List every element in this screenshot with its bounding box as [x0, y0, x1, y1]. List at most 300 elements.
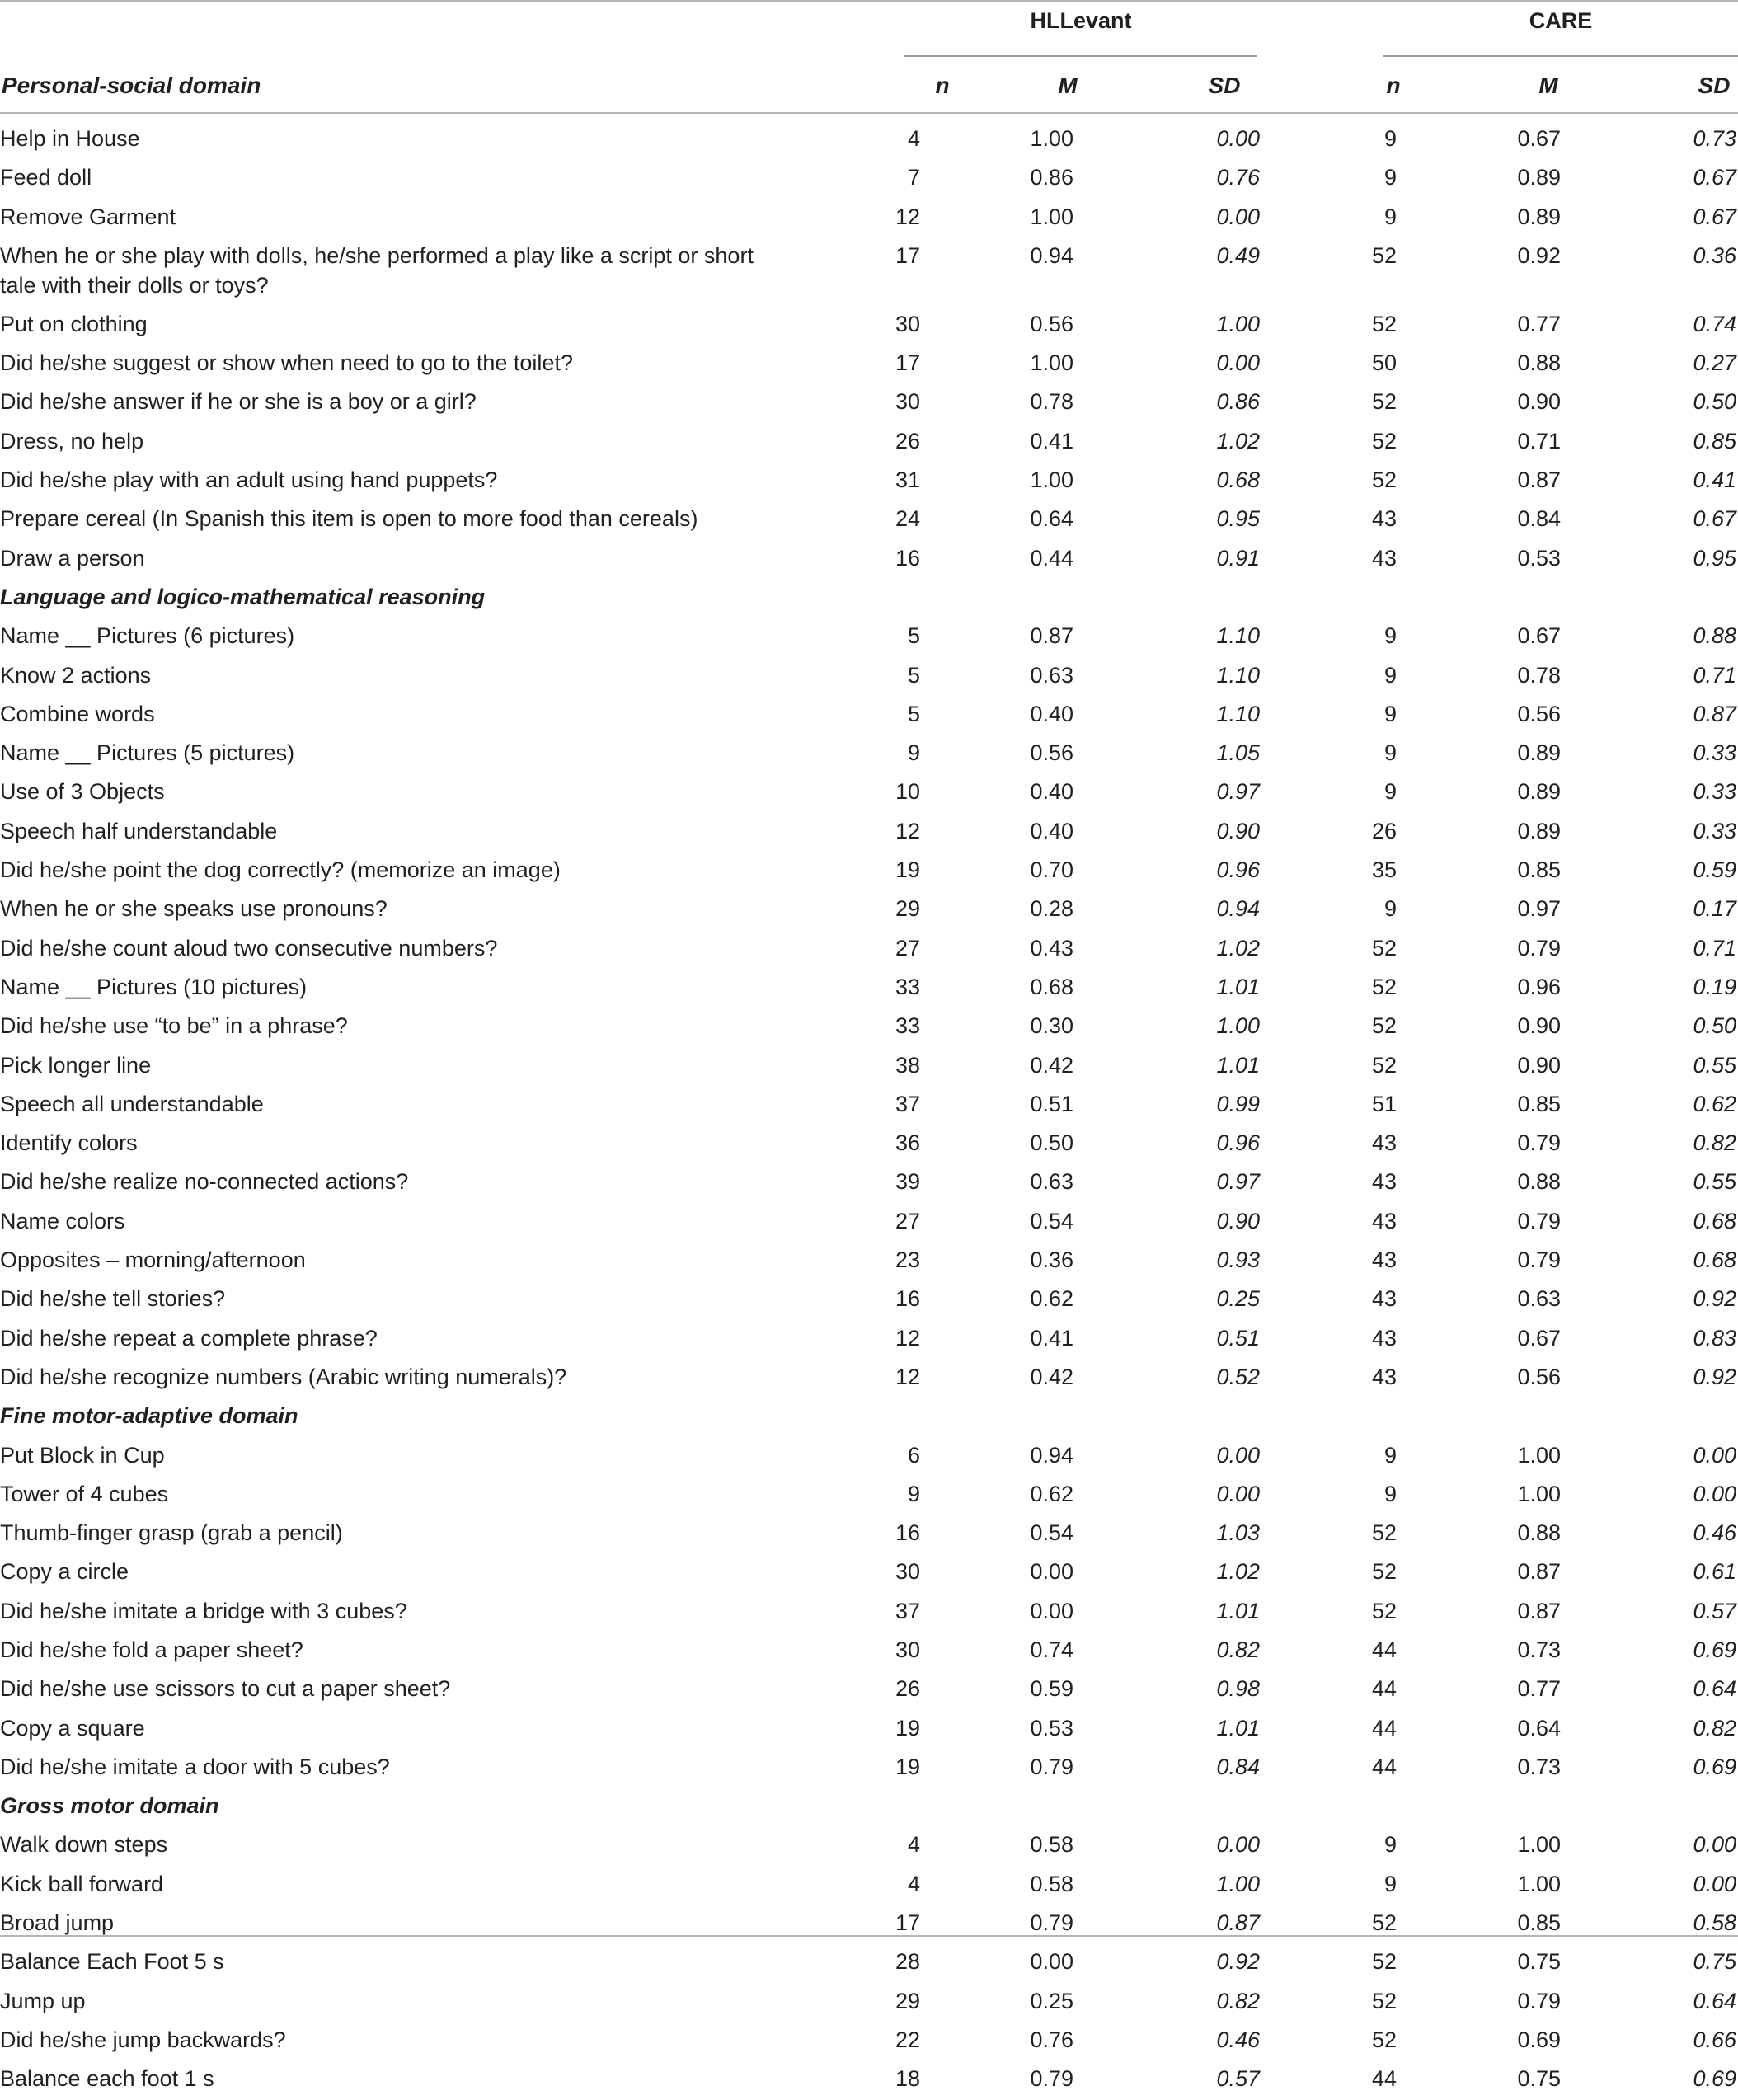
- cell-mean-care: 0.90: [1517, 389, 1561, 415]
- item-label: Balance Each Foot 5 s: [0, 1949, 224, 1975]
- cell-sd-care: 0.87: [1693, 701, 1736, 726]
- cell-sd-hllevant: 0.00: [1216, 1481, 1260, 1506]
- cell-sd-hllevant: 0.46: [1216, 2027, 1260, 2052]
- group-title-care: CARE: [1529, 8, 1593, 33]
- cell-mean-hllevant: 0.79: [1030, 1910, 1073, 1936]
- cell-mean-hllevant: 0.42: [1030, 1364, 1073, 1389]
- cell-sd-hllevant: 1.00: [1216, 1013, 1260, 1039]
- cell-mean-hllevant: 0.41: [1030, 1325, 1073, 1351]
- cell-mean-care: 0.67: [1517, 623, 1561, 649]
- cell-sd-hllevant: 0.49: [1216, 242, 1260, 268]
- cell-n-care: 9: [1383, 623, 1397, 649]
- cell-n-care: 43: [1371, 1130, 1397, 1156]
- cell-sd-care: 0.17: [1693, 896, 1736, 922]
- cell-sd-care: 0.50: [1693, 389, 1736, 415]
- cell-n-hllevant: 30: [895, 389, 920, 415]
- cell-n-hllevant: 4: [907, 1832, 920, 1858]
- cell-mean-care: 1.00: [1517, 1871, 1561, 1896]
- cell-sd-care: 0.88: [1693, 623, 1736, 649]
- cell-n-care: 44: [1371, 2066, 1397, 2092]
- table-row: [0, 1553, 1738, 1592]
- item-label: Combine words: [0, 701, 155, 726]
- cell-sd-hllevant: 1.02: [1216, 935, 1260, 961]
- cell-mean-hllevant: 0.62: [1030, 1286, 1073, 1312]
- table-row: [0, 306, 1738, 345]
- table-row: [0, 1047, 1738, 1086]
- item-label: Help in House: [0, 126, 140, 151]
- cell-mean-care: 0.87: [1517, 1559, 1561, 1585]
- cell-n-hllevant: 9: [907, 1481, 920, 1506]
- item-label: Jump up: [0, 1988, 86, 2013]
- item-label: Kick ball forward: [0, 1871, 164, 1896]
- top-rule: [0, 0, 1738, 2]
- cell-mean-care: 0.89: [1517, 165, 1561, 190]
- table-row: [0, 120, 1738, 159]
- item-label: Copy a square: [0, 1715, 145, 1741]
- item-label: Did he/she fold a paper sheet?: [0, 1637, 303, 1662]
- cell-sd-care: 0.00: [1693, 1481, 1736, 1506]
- table-row: [0, 1670, 1738, 1709]
- cell-n-hllevant: 30: [895, 311, 920, 336]
- table-row: [0, 540, 1738, 579]
- table-row: [0, 1749, 1738, 1788]
- cell-n-care: 9: [1383, 1442, 1397, 1468]
- cell-mean-care: 0.73: [1517, 1754, 1561, 1779]
- cell-n-care: 44: [1371, 1637, 1397, 1662]
- item-label: Speech all understandable: [0, 1091, 264, 1116]
- cell-sd-care: 0.85: [1693, 428, 1736, 453]
- cell-sd-hllevant: 1.00: [1216, 311, 1260, 336]
- cell-sd-hllevant: 0.97: [1216, 779, 1260, 805]
- table-row: [0, 1203, 1738, 1242]
- cell-n-care: 44: [1371, 1754, 1397, 1779]
- cell-sd-care: 0.64: [1693, 1988, 1736, 2013]
- cell-mean-hllevant: 0.56: [1030, 311, 1073, 336]
- cell-n-hllevant: 12: [895, 204, 920, 229]
- item-label: Know 2 actions: [0, 662, 152, 688]
- item-label: Use of 3 Objects: [0, 779, 165, 805]
- item-label: Name __ Pictures (6 pictures): [0, 623, 295, 649]
- cell-n-hllevant: 24: [895, 506, 920, 532]
- cell-n-hllevant: 17: [895, 350, 920, 376]
- item-label: Did he/she recognize numbers (Arabic writing numerals)?: [0, 1364, 567, 1389]
- cell-sd-hllevant: 0.93: [1216, 1247, 1260, 1273]
- cell-mean-hllevant: 0.40: [1030, 818, 1073, 843]
- cell-sd-hllevant: 0.98: [1216, 1676, 1260, 1702]
- cell-sd-care: 0.33: [1693, 740, 1736, 766]
- item-label: Feed doll: [0, 165, 92, 190]
- cell-sd-hllevant: 1.01: [1216, 1598, 1260, 1623]
- cell-n-care: 50: [1371, 350, 1397, 376]
- item-label: Thumb-finger grasp (grab a pencil): [0, 1520, 343, 1546]
- cell-sd-hllevant: 1.10: [1216, 662, 1260, 688]
- cell-sd-hllevant: 1.05: [1216, 740, 1260, 766]
- cell-mean-care: 0.79: [1517, 1208, 1561, 1233]
- item-label: Name __ Pictures (10 pictures): [0, 974, 308, 999]
- cell-mean-hllevant: 0.44: [1030, 545, 1073, 571]
- table-row: [0, 773, 1738, 812]
- cell-mean-care: 0.67: [1517, 1325, 1561, 1351]
- cell-sd-hllevant: 0.90: [1216, 818, 1260, 843]
- cell-sd-care: 0.41: [1693, 467, 1736, 493]
- table-row: [0, 2060, 1738, 2099]
- table-row: [0, 813, 1738, 852]
- item-label: Did he/she tell stories?: [0, 1286, 226, 1312]
- item-label: Dress, no help: [0, 428, 144, 453]
- cell-sd-care: 0.33: [1693, 818, 1736, 843]
- cell-n-hllevant: 17: [895, 1910, 920, 1936]
- cell-mean-care: 0.89: [1517, 204, 1561, 229]
- cell-sd-care: 0.59: [1693, 857, 1736, 883]
- cell-n-hllevant: 6: [907, 1442, 920, 1468]
- cell-mean-hllevant: 0.58: [1030, 1871, 1073, 1896]
- cell-n-care: 52: [1371, 2027, 1397, 2052]
- item-label: When he or she play with dolls, he/she performed a play like a script or short tale with their dolls or toys?: [0, 242, 754, 298]
- table-row: [0, 159, 1738, 198]
- cell-n-hllevant: 19: [895, 1715, 920, 1741]
- cell-mean-care: 0.56: [1517, 701, 1561, 726]
- cell-sd-hllevant: 0.97: [1216, 1169, 1260, 1195]
- cell-mean-hllevant: 0.64: [1030, 506, 1073, 532]
- cell-n-hllevant: 16: [895, 545, 920, 571]
- cell-sd-hllevant: 1.00: [1216, 1871, 1260, 1896]
- cell-mean-hllevant: 0.70: [1030, 857, 1073, 883]
- cell-n-hllevant: 22: [895, 2027, 920, 2052]
- cell-sd-care: 0.55: [1693, 1052, 1736, 1078]
- cell-mean-care: 0.85: [1517, 1091, 1561, 1116]
- cell-n-care: 26: [1371, 818, 1397, 843]
- cell-mean-hllevant: 0.94: [1030, 1442, 1073, 1468]
- cell-mean-care: 1.00: [1517, 1481, 1561, 1506]
- item-label: Tower of 4 cubes: [0, 1481, 169, 1506]
- item-label: Did he/she jump backwards?: [0, 2027, 286, 2052]
- cell-mean-care: 0.87: [1517, 467, 1561, 493]
- table-row: [0, 1086, 1738, 1125]
- cell-sd-care: 0.57: [1693, 1598, 1736, 1623]
- table-row: [0, 1242, 1738, 1280]
- table-row: [0, 1280, 1738, 1319]
- cell-mean-hllevant: 0.78: [1030, 389, 1073, 415]
- cell-mean-hllevant: 0.40: [1030, 701, 1073, 726]
- table-row: [0, 890, 1738, 929]
- cell-mean-hllevant: 0.87: [1030, 623, 1073, 649]
- cell-n-hllevant: 27: [895, 935, 920, 961]
- item-label: Did he/she repeat a complete phrase?: [0, 1325, 378, 1351]
- item-label: Speech half understandable: [0, 818, 278, 843]
- cell-sd-hllevant: 0.99: [1216, 1091, 1260, 1116]
- cell-sd-care: 0.00: [1693, 1871, 1736, 1896]
- cell-mean-care: 0.64: [1517, 1715, 1561, 1741]
- cell-mean-care: 0.84: [1517, 506, 1561, 532]
- cell-n-care: 52: [1371, 1988, 1397, 2013]
- cell-n-hllevant: 5: [907, 701, 920, 726]
- cell-n-hllevant: 5: [907, 662, 920, 688]
- cell-n-care: 52: [1371, 242, 1397, 268]
- header-rule: [0, 112, 1738, 114]
- cell-sd-hllevant: 0.95: [1216, 506, 1260, 532]
- header-m-care: M: [1538, 73, 1558, 98]
- cell-mean-care: 0.71: [1517, 428, 1561, 453]
- table-row: [0, 1905, 1738, 1943]
- table-row: [0, 199, 1738, 237]
- cell-sd-care: 0.68: [1693, 1247, 1736, 1273]
- bottom-rule: [0, 1935, 1738, 1937]
- cell-sd-care: 0.71: [1693, 935, 1736, 961]
- cell-mean-care: 0.88: [1517, 350, 1561, 376]
- item-label: Did he/she use “to be” in a phrase?: [0, 1013, 348, 1039]
- cell-mean-care: 0.75: [1517, 1949, 1561, 1975]
- cell-n-hllevant: 29: [895, 896, 920, 922]
- header-sd-care: SD: [1698, 73, 1731, 98]
- cell-mean-care: 0.79: [1517, 935, 1561, 961]
- cell-sd-hllevant: 1.02: [1216, 428, 1260, 453]
- cell-sd-care: 0.55: [1693, 1169, 1736, 1195]
- header-n-hllevant: n: [935, 73, 950, 98]
- cell-mean-hllevant: 0.56: [1030, 740, 1073, 766]
- cell-sd-hllevant: 0.00: [1216, 1442, 1260, 1468]
- cell-mean-hllevant: 0.68: [1030, 974, 1073, 999]
- cell-sd-care: 0.00: [1693, 1832, 1736, 1858]
- table-row: [0, 383, 1738, 422]
- cell-n-care: 9: [1383, 740, 1397, 766]
- table-row: [0, 1125, 1738, 1163]
- cell-n-care: 43: [1371, 1208, 1397, 1233]
- cell-mean-care: 0.92: [1517, 242, 1561, 268]
- cell-n-care: 35: [1371, 857, 1397, 883]
- cell-sd-hllevant: 0.96: [1216, 1130, 1260, 1156]
- item-label: Walk down steps: [0, 1832, 168, 1858]
- table-row: [0, 345, 1738, 383]
- cell-n-hllevant: 27: [895, 1208, 920, 1233]
- section-title: Language and logico-mathematical reasoning: [0, 584, 486, 609]
- cell-sd-hllevant: 1.01: [1216, 974, 1260, 999]
- cell-mean-care: 0.67: [1517, 126, 1561, 151]
- cell-sd-care: 0.82: [1693, 1130, 1736, 1156]
- cell-mean-care: 0.85: [1517, 857, 1561, 883]
- cell-mean-care: 0.96: [1517, 974, 1561, 999]
- cell-mean-care: 0.79: [1517, 1988, 1561, 2013]
- cell-sd-hllevant: 1.10: [1216, 623, 1260, 649]
- cell-n-care: 51: [1371, 1091, 1397, 1116]
- cell-sd-hllevant: 0.86: [1216, 389, 1260, 415]
- cell-n-care: 43: [1371, 1247, 1397, 1273]
- table-row: [0, 423, 1738, 462]
- cell-n-hllevant: 33: [895, 974, 920, 999]
- cell-n-care: 9: [1383, 1832, 1397, 1858]
- item-label: Did he/she count aloud two consecutive numbers?: [0, 935, 498, 961]
- cell-mean-care: 0.90: [1517, 1052, 1561, 1078]
- cell-sd-care: 0.74: [1693, 311, 1736, 336]
- cell-mean-care: 0.63: [1517, 1286, 1561, 1312]
- cell-n-care: 43: [1371, 506, 1397, 532]
- cell-sd-care: 0.19: [1693, 974, 1736, 999]
- cell-sd-care: 0.67: [1693, 506, 1736, 532]
- cell-sd-care: 0.73: [1693, 126, 1736, 151]
- cell-sd-care: 0.69: [1693, 2066, 1736, 2092]
- table-row: [0, 696, 1738, 735]
- table-row: [0, 735, 1738, 773]
- cell-n-hllevant: 16: [895, 1520, 920, 1546]
- cell-n-hllevant: 31: [895, 467, 920, 493]
- cell-sd-hllevant: 0.00: [1216, 126, 1260, 151]
- cell-n-care: 9: [1383, 126, 1397, 151]
- item-label: Pick longer line: [0, 1052, 152, 1078]
- table-row: [0, 1826, 1738, 1865]
- table-row: [0, 1515, 1738, 1553]
- item-label: Did he/she use scissors to cut a paper sheet?: [0, 1676, 451, 1702]
- section-title: Gross motor domain: [0, 1793, 219, 1819]
- header-m-hllevant: M: [1058, 73, 1078, 98]
- cell-sd-care: 0.92: [1693, 1286, 1736, 1312]
- cell-mean-hllevant: 0.00: [1030, 1559, 1073, 1585]
- item-label: Name __ Pictures (5 pictures): [0, 740, 295, 766]
- cell-n-care: 9: [1383, 165, 1397, 190]
- table-row: [0, 1983, 1738, 2022]
- cell-mean-care: 0.88: [1517, 1169, 1561, 1195]
- cell-sd-hllevant: 0.82: [1216, 1988, 1260, 2013]
- cell-sd-hllevant: 0.96: [1216, 857, 1260, 883]
- cell-sd-hllevant: 0.87: [1216, 1910, 1260, 1936]
- cell-sd-hllevant: 0.76: [1216, 165, 1260, 190]
- cell-n-hllevant: 37: [895, 1598, 920, 1623]
- cell-n-hllevant: 9: [907, 740, 920, 766]
- cell-n-care: 43: [1371, 1325, 1397, 1351]
- cell-mean-care: 1.00: [1517, 1832, 1561, 1858]
- cell-mean-care: 0.77: [1517, 1676, 1561, 1702]
- cell-mean-care: 0.69: [1517, 2027, 1561, 2052]
- cell-mean-care: 0.88: [1517, 1520, 1561, 1546]
- cell-mean-care: 0.77: [1517, 311, 1561, 336]
- cell-sd-hllevant: 0.94: [1216, 896, 1260, 922]
- cell-mean-hllevant: 0.58: [1030, 1832, 1073, 1858]
- item-label: When he or she speaks use pronouns?: [0, 896, 388, 922]
- cell-n-care: 43: [1371, 1169, 1397, 1195]
- cell-sd-hllevant: 1.02: [1216, 1559, 1260, 1585]
- cell-n-hllevant: 26: [895, 428, 920, 453]
- cell-n-hllevant: 30: [895, 1559, 920, 1585]
- cell-n-hllevant: 19: [895, 857, 920, 883]
- cell-n-care: 43: [1371, 545, 1397, 571]
- table-row: [0, 1359, 1738, 1398]
- table-row: [0, 462, 1738, 500]
- cell-mean-hllevant: 0.86: [1030, 165, 1073, 190]
- cell-sd-care: 0.58: [1693, 1910, 1736, 1936]
- item-label: Copy a circle: [0, 1559, 129, 1585]
- cell-mean-hllevant: 0.63: [1030, 662, 1073, 688]
- cell-sd-care: 0.69: [1693, 1637, 1736, 1662]
- cell-mean-care: 0.56: [1517, 1364, 1561, 1389]
- cell-n-hllevant: 12: [895, 818, 920, 843]
- cell-n-hllevant: 10: [895, 779, 920, 805]
- cell-sd-hllevant: 0.90: [1216, 1208, 1260, 1233]
- section-header-row: [0, 1398, 1738, 1436]
- header-domain: Personal-social domain: [2, 73, 261, 98]
- cell-n-care: 44: [1371, 1715, 1397, 1741]
- cell-sd-hllevant: 0.51: [1216, 1325, 1260, 1351]
- cell-sd-hllevant: 1.01: [1216, 1052, 1260, 1078]
- cell-mean-care: 0.89: [1517, 818, 1561, 843]
- cell-mean-care: 0.79: [1517, 1130, 1561, 1156]
- cell-n-care: 52: [1371, 311, 1397, 336]
- cell-mean-hllevant: 0.53: [1030, 1715, 1073, 1741]
- item-label: Did he/she play with an adult using hand puppets?: [0, 467, 498, 493]
- cell-sd-care: 0.95: [1693, 545, 1736, 571]
- cell-mean-hllevant: 0.36: [1030, 1247, 1073, 1273]
- cell-sd-hllevant: 1.01: [1216, 1715, 1260, 1741]
- item-label: Did he/she realize no-connected actions?: [0, 1169, 409, 1195]
- cell-sd-hllevant: 0.57: [1216, 2066, 1260, 2092]
- cell-sd-hllevant: 0.00: [1216, 350, 1260, 376]
- group-rule-hllevant: [904, 55, 1257, 57]
- table-row: [0, 1593, 1738, 1632]
- table-row: [0, 1710, 1738, 1749]
- item-label: Put on clothing: [0, 311, 148, 336]
- cell-n-hllevant: 39: [895, 1169, 920, 1195]
- cell-mean-hllevant: 0.79: [1030, 2066, 1073, 2092]
- cell-sd-care: 0.50: [1693, 1013, 1736, 1039]
- table-row: [0, 2022, 1738, 2060]
- cell-mean-hllevant: 0.30: [1030, 1013, 1073, 1039]
- cell-n-hllevant: 5: [907, 623, 920, 649]
- cell-n-care: 9: [1383, 779, 1397, 805]
- item-label: Did he/she answer if he or she is a boy or a girl?: [0, 389, 477, 415]
- cell-n-care: 52: [1371, 974, 1397, 999]
- cell-sd-hllevant: 0.00: [1216, 204, 1260, 229]
- cell-n-care: 52: [1371, 389, 1397, 415]
- cell-mean-hllevant: 0.94: [1030, 242, 1073, 268]
- cell-sd-hllevant: 0.00: [1216, 1832, 1260, 1858]
- cell-n-hllevant: 28: [895, 1949, 920, 1975]
- cell-mean-hllevant: 0.25: [1030, 1988, 1073, 2013]
- cell-sd-care: 0.75: [1693, 1949, 1736, 1975]
- cell-sd-hllevant: 0.91: [1216, 545, 1260, 571]
- cell-sd-hllevant: 0.68: [1216, 467, 1260, 493]
- cell-mean-hllevant: 0.43: [1030, 935, 1073, 961]
- cell-sd-hllevant: 0.92: [1216, 1949, 1260, 1975]
- item-label: Remove Garment: [0, 204, 176, 229]
- cell-n-care: 43: [1371, 1364, 1397, 1389]
- cell-n-care: 9: [1383, 1871, 1397, 1896]
- cell-n-care: 52: [1371, 1910, 1397, 1936]
- table-row: [0, 969, 1738, 1008]
- cell-n-hllevant: 12: [895, 1364, 920, 1389]
- item-label: Identify colors: [0, 1130, 138, 1156]
- cell-mean-hllevant: 1.00: [1030, 467, 1073, 493]
- cell-mean-hllevant: 1.00: [1030, 204, 1073, 229]
- table-row: [0, 1437, 1738, 1476]
- cell-mean-care: 0.97: [1517, 896, 1561, 922]
- cell-mean-hllevant: 0.74: [1030, 1637, 1073, 1662]
- item-label: Draw a person: [0, 545, 145, 571]
- cell-sd-care: 0.36: [1693, 242, 1736, 268]
- cell-sd-care: 0.71: [1693, 662, 1736, 688]
- cell-n-hllevant: 4: [907, 126, 920, 151]
- cell-mean-care: 0.79: [1517, 1247, 1561, 1273]
- item-label: Broad jump: [0, 1910, 115, 1936]
- cell-n-hllevant: 4: [907, 1871, 920, 1896]
- cell-sd-care: 0.92: [1693, 1364, 1736, 1389]
- cell-n-care: 43: [1371, 1286, 1397, 1312]
- cell-mean-hllevant: 0.59: [1030, 1676, 1073, 1702]
- item-label: Balance each foot 1 s: [0, 2066, 214, 2092]
- cell-n-care: 9: [1383, 701, 1397, 726]
- cell-n-hllevant: 7: [907, 165, 920, 190]
- cell-sd-care: 0.62: [1693, 1091, 1736, 1116]
- cell-n-care: 9: [1383, 204, 1397, 229]
- table-row: [0, 1163, 1738, 1202]
- cell-mean-hllevant: 0.40: [1030, 779, 1073, 805]
- cell-n-hllevant: 26: [895, 1676, 920, 1702]
